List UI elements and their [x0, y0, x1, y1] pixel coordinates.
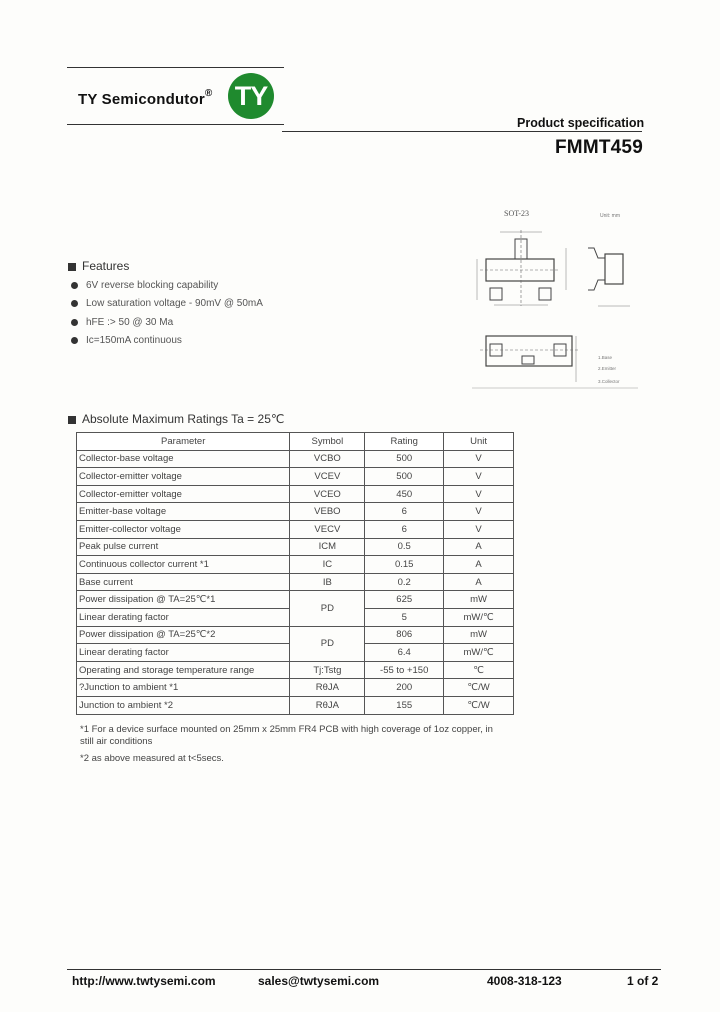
table-row — [77, 450, 514, 468]
bullet-icon — [71, 300, 78, 307]
unit-cell: mW/℃ — [444, 644, 514, 662]
table-row — [77, 626, 514, 644]
rating-cell: 0.5 — [365, 538, 444, 556]
feature-text: Low saturation voltage - 90mV @ 50mA — [86, 298, 263, 309]
rating-cell: 200 — [365, 679, 444, 697]
registered-mark: ® — [204, 88, 213, 99]
feature-item — [71, 280, 218, 291]
pin-label-emitter: 2.Emitter — [598, 366, 617, 371]
pin-label-collector: 3.Collector — [598, 379, 620, 384]
package-label: SOT-23 — [504, 209, 530, 218]
footer-email-link[interactable]: sales@twtysemi.com — [258, 974, 380, 988]
header-unit: Unit — [444, 433, 514, 451]
param-cell: ?Junction to ambient *1 — [77, 679, 290, 697]
unit-cell: V — [444, 503, 514, 521]
bullet-icon — [71, 337, 78, 344]
logo-text: TY — [234, 80, 268, 111]
header-bottom-rule — [67, 124, 284, 125]
rating-cell: 155 — [365, 696, 444, 714]
symbol-cell: VCEV — [290, 468, 365, 486]
header-symbol: Symbol — [290, 433, 365, 451]
pin1 — [490, 288, 502, 300]
ratings-square-icon — [68, 416, 76, 424]
feature-text: 6V reverse blocking capability — [86, 280, 219, 291]
unit-cell: V — [444, 468, 514, 486]
note-2: *2 as above measured at t<5secs. — [80, 753, 224, 764]
param-cell: Operating and storage temperature range — [77, 661, 290, 679]
unit-cell: mW — [444, 626, 514, 644]
param-cell: Power dissipation @ TA=25℃*2 — [77, 626, 290, 644]
table-row — [77, 591, 514, 609]
feature-text: hFE :> 50 @ 30 Ma — [86, 317, 174, 328]
table-row — [77, 485, 514, 503]
param-cell: Collector-emitter voltage — [77, 468, 290, 486]
param-cell: Power dissipation @ TA=25℃*1 — [77, 591, 290, 609]
symbol-cell: VCBO — [290, 450, 365, 468]
symbol-cell: RθJA — [290, 696, 365, 714]
symbol-cell: IC — [290, 556, 365, 574]
rating-cell: 6.4 — [365, 644, 444, 662]
symbol-cell: VEBO — [290, 503, 365, 521]
spec-rule — [282, 131, 642, 132]
footer-phone: 4008-318-123 — [487, 974, 562, 988]
table-row — [77, 503, 514, 521]
symbol-cell: Tj:Tstg — [290, 661, 365, 679]
param-cell: Continuous collector current *1 — [77, 556, 290, 574]
param-cell: Collector-base voltage — [77, 450, 290, 468]
symbol-cell: PD — [290, 626, 365, 661]
rating-cell: 5 — [365, 608, 444, 626]
unit-note: Unit: mm — [600, 213, 620, 219]
company-name — [78, 90, 212, 108]
param-cell: Junction to ambient *2 — [77, 696, 290, 714]
table-row — [77, 573, 514, 591]
note-1: *1 For a device surface mounted on 25mm x 25mm FR4 PCB with high coverage of 1oz copper, in — [80, 724, 493, 735]
param-cell: Emitter-collector voltage — [77, 520, 290, 538]
side-view-body — [605, 254, 623, 284]
bullet-icon — [71, 282, 78, 289]
table-row — [77, 696, 514, 714]
ratings-table — [76, 432, 514, 715]
features-title: Features — [82, 259, 130, 273]
package-drawing — [470, 208, 640, 393]
ratings-title: Absolute Maximum Ratings Ta = 25℃ — [82, 412, 285, 426]
table-row — [77, 520, 514, 538]
param-cell: Peak pulse current — [77, 538, 290, 556]
param-cell: Linear derating factor — [77, 608, 290, 626]
feature-item — [71, 298, 263, 309]
symbol-cell: VECV — [290, 520, 365, 538]
rating-cell: 806 — [365, 626, 444, 644]
features-square-icon — [68, 263, 76, 271]
spec-label: Product specification — [517, 116, 645, 130]
param-cell: Collector-emitter voltage — [77, 485, 290, 503]
symbol-cell: PD — [290, 591, 365, 626]
header-rating: Rating — [365, 433, 444, 451]
page-number: 1 of 2 — [627, 974, 659, 988]
unit-cell: mW — [444, 591, 514, 609]
note-1-cont: still air conditions — [80, 736, 153, 747]
bottom-view-body — [486, 336, 572, 366]
symbol-cell: VCEO — [290, 485, 365, 503]
symbol-cell: ICM — [290, 538, 365, 556]
footer-rule — [67, 969, 661, 970]
rating-cell: 6 — [365, 503, 444, 521]
feature-text: Ic=150mA continuous — [86, 335, 182, 346]
table-row — [77, 679, 514, 697]
pin-label-base: 1.Base — [598, 355, 613, 360]
table-row — [77, 538, 514, 556]
rating-cell: 6 — [365, 520, 444, 538]
footer-website-link[interactable]: http://www.twtysemi.com — [72, 974, 216, 988]
table-row — [77, 468, 514, 486]
table-row — [77, 661, 514, 679]
rating-cell: 500 — [365, 468, 444, 486]
rating-cell: 0.15 — [365, 556, 444, 574]
pin2 — [539, 288, 551, 300]
rating-cell: -55 to +150 — [365, 661, 444, 679]
symbol-cell: RθJA — [290, 679, 365, 697]
header-parameter: Parameter — [77, 433, 290, 451]
feature-item — [71, 335, 182, 346]
rating-cell: 0.2 — [365, 573, 444, 591]
rating-cell: 450 — [365, 485, 444, 503]
unit-cell: mW/℃ — [444, 608, 514, 626]
header-top-rule — [67, 67, 284, 68]
rating-cell: 500 — [365, 450, 444, 468]
unit-cell: ℃ — [444, 661, 514, 679]
param-cell: Base current — [77, 573, 290, 591]
unit-cell: ℃/W — [444, 696, 514, 714]
unit-cell: A — [444, 573, 514, 591]
feature-item — [71, 317, 173, 328]
unit-cell: A — [444, 538, 514, 556]
table-row — [77, 556, 514, 574]
part-number: FMMT459 — [555, 137, 643, 158]
unit-cell: A — [444, 556, 514, 574]
company-name-text: TY Semicondutor — [78, 91, 205, 108]
table-header-row — [77, 433, 514, 451]
param-cell: Emitter-base voltage — [77, 503, 290, 521]
unit-cell: ℃/W — [444, 679, 514, 697]
company-logo — [228, 73, 274, 119]
rating-cell: 625 — [365, 591, 444, 609]
unit-cell: V — [444, 485, 514, 503]
unit-cell: V — [444, 450, 514, 468]
symbol-cell: IB — [290, 573, 365, 591]
param-cell: Linear derating factor — [77, 644, 290, 662]
unit-cell: V — [444, 520, 514, 538]
bullet-icon — [71, 319, 78, 326]
